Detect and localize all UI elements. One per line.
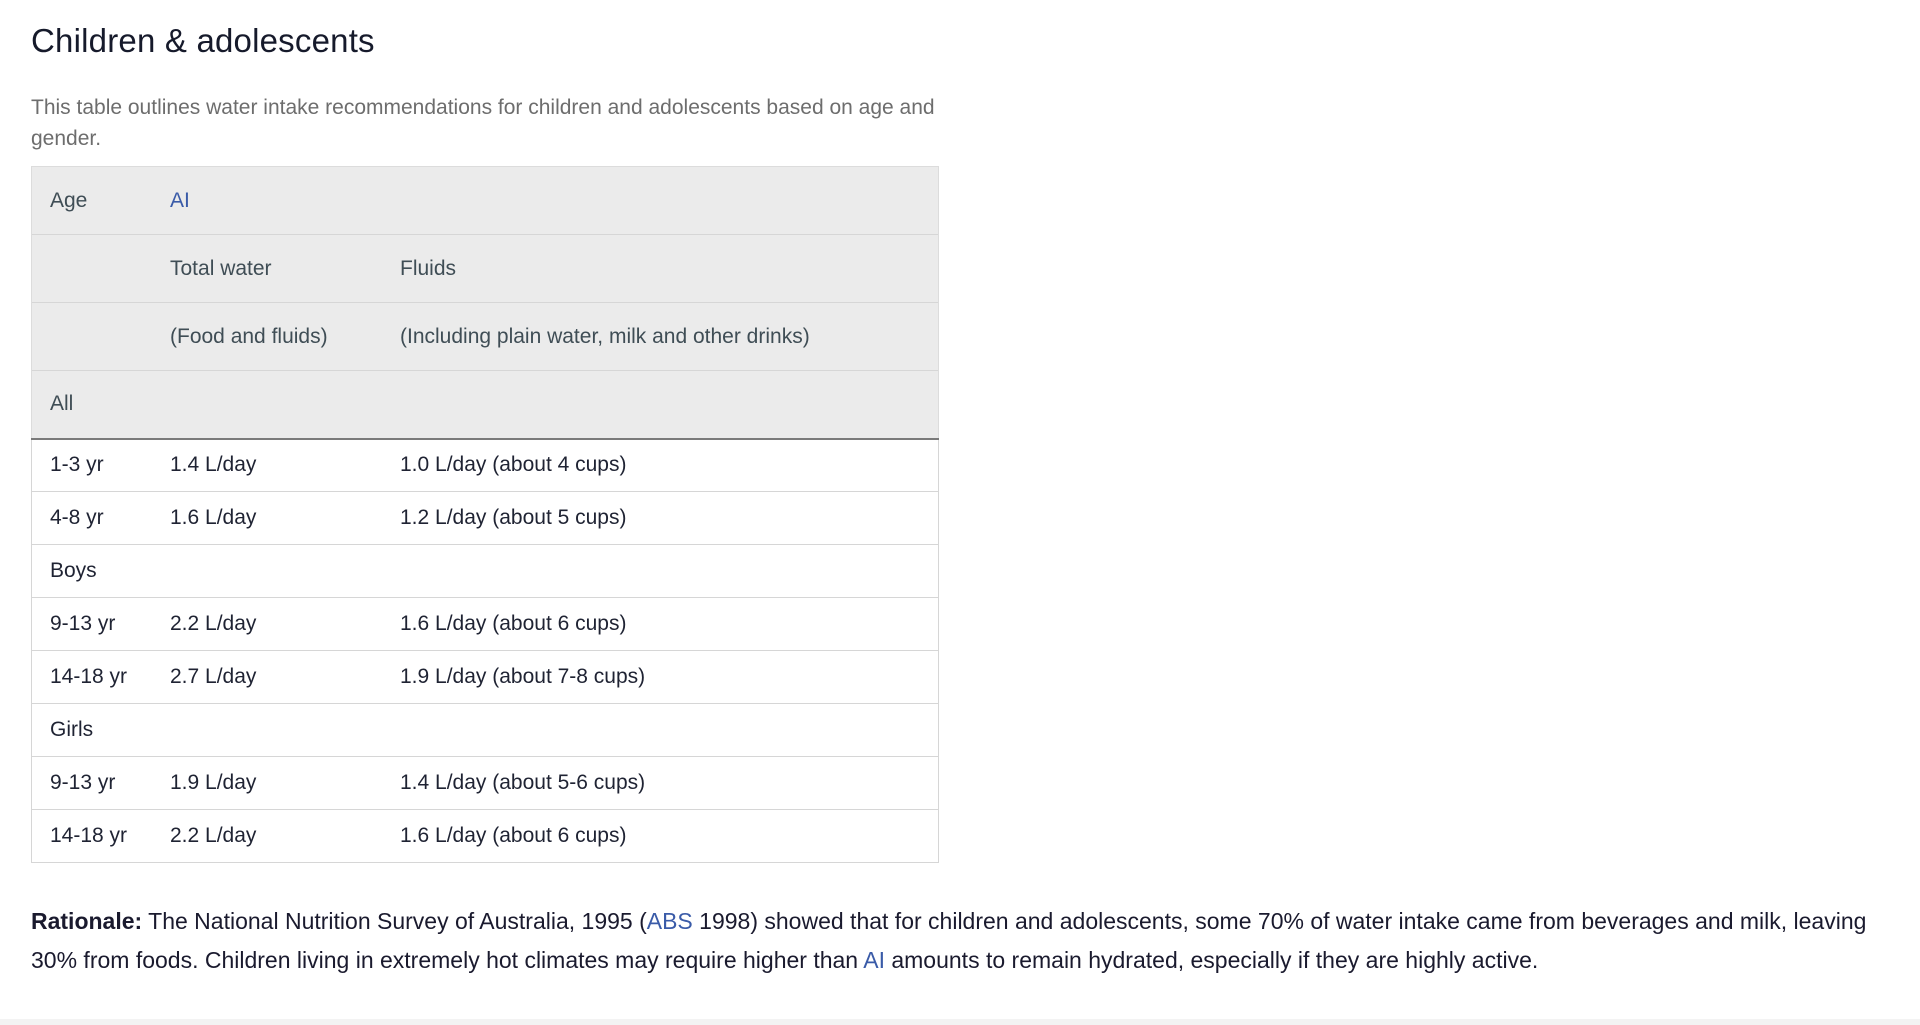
- cell-total-water: 1.6 L/day: [152, 492, 382, 545]
- group-row-boys: [32, 545, 939, 598]
- header-fluids: Fluids: [382, 235, 939, 303]
- rationale-label: Rationale:: [31, 908, 143, 934]
- rationale-text: 1998) showed that for children and adolescents, some 70% of water intake came from beverages and milk, leaving 30% from foods. Children living in extremely hot climates may require higher than: [31, 908, 1867, 973]
- header-empty-cell: [32, 235, 153, 303]
- cell-group: Boys: [32, 545, 939, 598]
- header-row: [32, 303, 939, 371]
- cell-total-water: 2.2 L/day: [152, 810, 382, 863]
- header-row: [32, 235, 939, 303]
- cell-fluids: 1.6 L/day (about 6 cups): [382, 598, 939, 651]
- table-row: [32, 651, 939, 704]
- table-caption: This table outlines water intake recommendations for children and adolescents based on age and gender.: [31, 96, 935, 150]
- table-row: [32, 492, 939, 545]
- cell-age: 4-8 yr: [32, 492, 153, 545]
- header-age: Age: [32, 167, 153, 235]
- rationale-paragraph: [31, 902, 1891, 980]
- ai-link[interactable]: AI: [863, 947, 885, 973]
- section-title: Children & adolescents: [31, 22, 375, 59]
- header-row: [32, 167, 939, 235]
- cell-total-water: 2.2 L/day: [152, 598, 382, 651]
- table-row: [32, 757, 939, 810]
- cell-fluids: 1.9 L/day (about 7-8 cups): [382, 651, 939, 704]
- cell-age: 14-18 yr: [32, 651, 153, 704]
- table-header: [32, 167, 939, 439]
- cell-fluids: 1.2 L/day (about 5 cups): [382, 492, 939, 545]
- header-row: [32, 371, 939, 439]
- table-row: [32, 439, 939, 492]
- header-ai: [152, 167, 939, 235]
- header-fluids-sub: (Including plain water, milk and other drinks): [382, 303, 939, 371]
- abs-link[interactable]: ABS: [646, 908, 693, 934]
- cell-fluids: 1.4 L/day (about 5-6 cups): [382, 757, 939, 810]
- rationale-text: amounts to remain hydrated, especially if they are highly active.: [884, 947, 1539, 973]
- cell-total-water: 1.4 L/day: [152, 439, 382, 492]
- cell-fluids: 1.6 L/day (about 6 cups): [382, 810, 939, 863]
- header-group-all: All: [32, 371, 939, 439]
- rationale-text: The National Nutrition Survey of Australia, 1995 (: [142, 908, 647, 934]
- cell-age: 9-13 yr: [32, 757, 153, 810]
- header-empty-cell: [32, 303, 153, 371]
- cell-total-water: 2.7 L/day: [152, 651, 382, 704]
- cell-group: Girls: [32, 704, 939, 757]
- table-row: [32, 598, 939, 651]
- cell-fluids: 1.0 L/day (about 4 cups): [382, 439, 939, 492]
- group-row-girls: [32, 704, 939, 757]
- header-total-water: Total water: [152, 235, 382, 303]
- table-row: [32, 810, 939, 863]
- cell-age: 1-3 yr: [32, 439, 153, 492]
- cell-total-water: 1.9 L/day: [152, 757, 382, 810]
- page-bottom-edge: [0, 1019, 1920, 1025]
- ai-link[interactable]: AI: [170, 188, 190, 212]
- water-intake-table: [31, 166, 939, 863]
- cell-age: 14-18 yr: [32, 810, 153, 863]
- cell-age: 9-13 yr: [32, 598, 153, 651]
- header-total-water-sub: (Food and fluids): [152, 303, 382, 371]
- table-body: [32, 439, 939, 863]
